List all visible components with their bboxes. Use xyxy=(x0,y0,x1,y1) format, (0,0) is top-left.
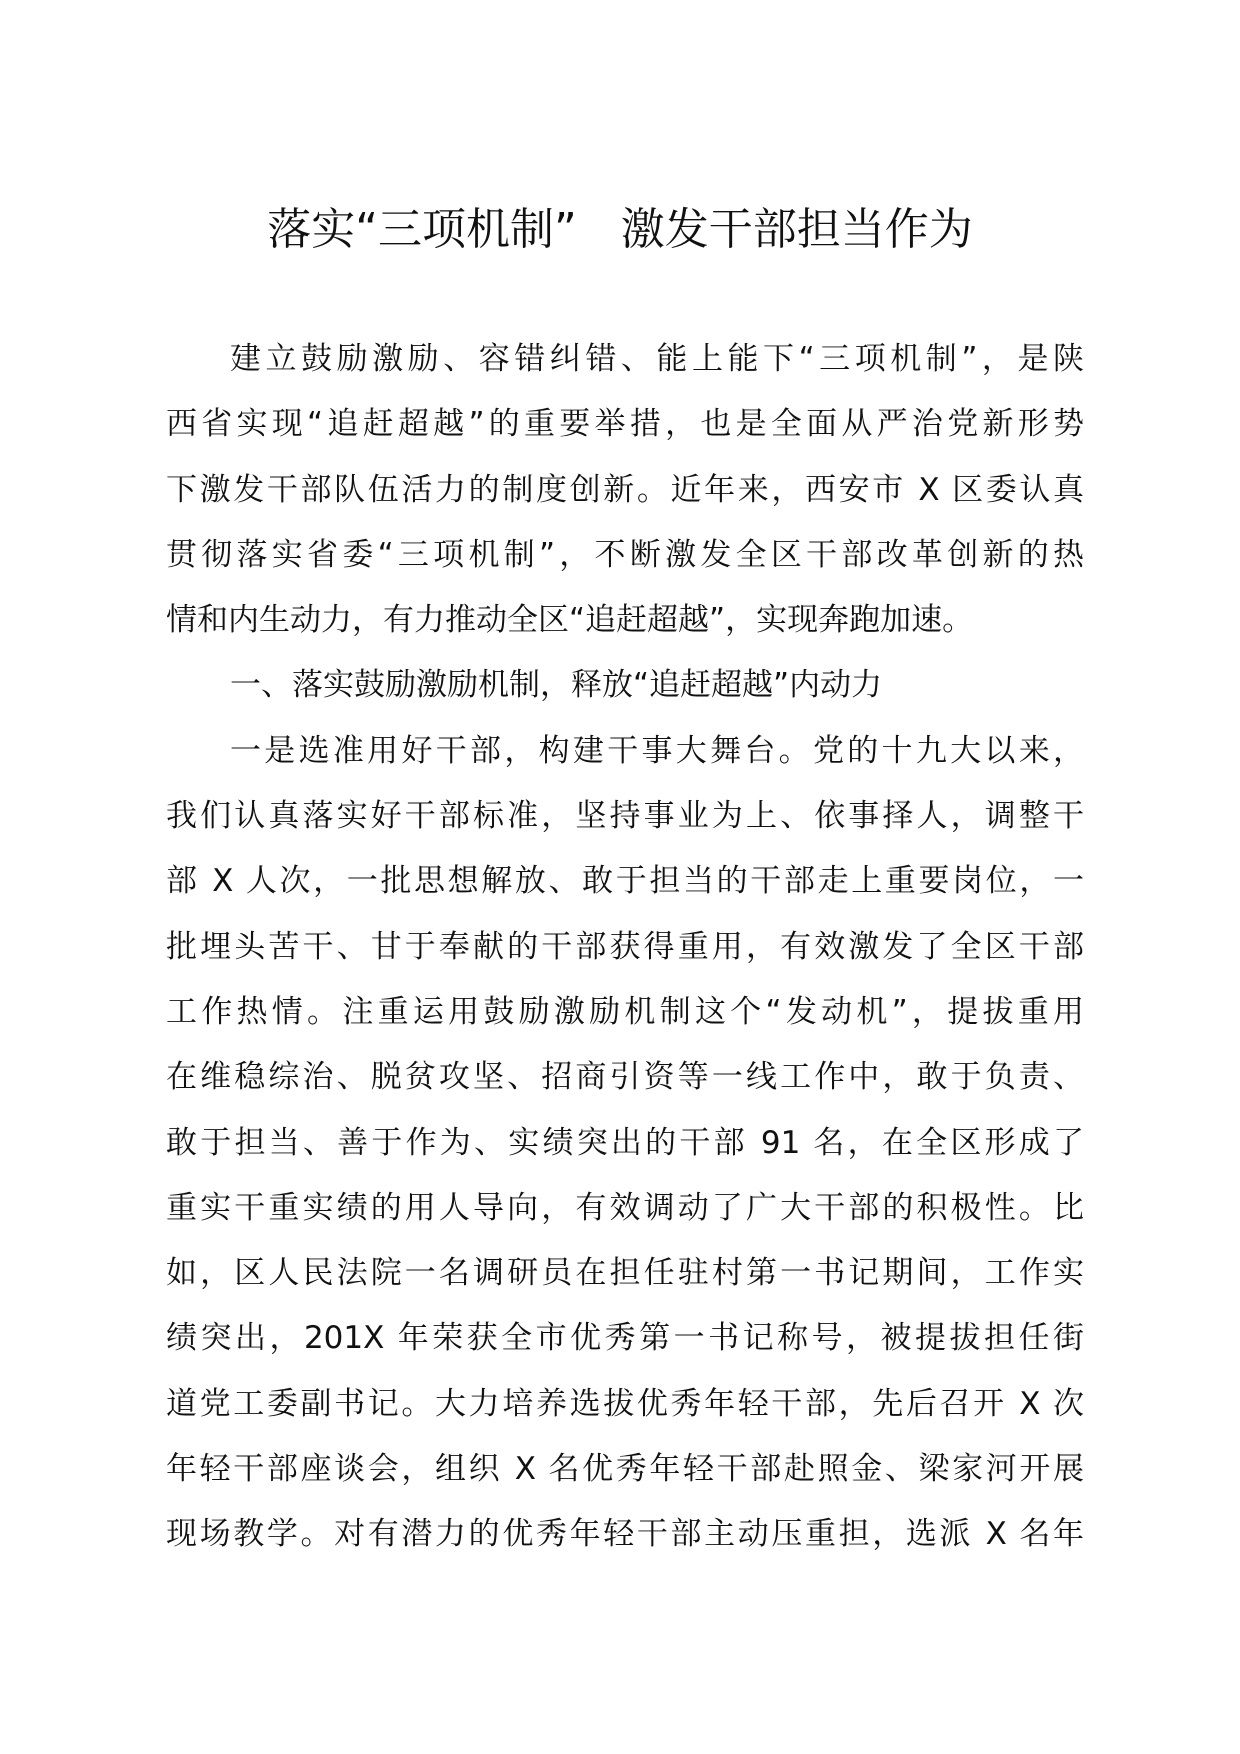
text-line: 西省实现“追赶超越”的重要举措，也是全面从严治党新形势 xyxy=(166,406,1084,443)
section-heading xyxy=(166,653,1084,718)
text-line: 如，区人民法院一名调研员在担任驻村第一书记期间，工作实 xyxy=(166,1255,1084,1292)
text-line: 批埋头苦干、甘于奉献的干部获得重用，有效激发了全区干部 xyxy=(166,928,1084,965)
text-line: 年轻干部座谈会，组织 X 名优秀年轻干部赴照金、梁家河开展 xyxy=(166,1451,1084,1488)
text-line: 建立鼓励激励、容错纠错、能上能下“三项机制”，是陕 xyxy=(230,341,1084,377)
text-line: 绩突出，201X 年荣获全市优秀第一书记称号，被提拔担任街 xyxy=(166,1320,1084,1357)
text-line: 情和内生动力，有力推动全区“追赶超越”，实现奔跑加速。 xyxy=(166,602,974,639)
text-line: 在维稳综治、脱贫攻坚、招商引资等一线工作中，敢于负责、 xyxy=(166,1059,1084,1096)
text-line: 现场教学。对有潜力的优秀年轻干部主动压重担，选派 X 名年 xyxy=(166,1516,1084,1553)
text-line: 重实干重实绩的用人导向，有效调动了广大干部的积极性。比 xyxy=(166,1189,1084,1226)
text-line: 道党工委副书记。大力培养选拔优秀年轻干部，先后召开 X 次 xyxy=(166,1385,1084,1422)
paragraph xyxy=(166,327,1084,653)
text-line: 贯彻落实省委“三项机制”，不断激发全区干部改革创新的热 xyxy=(166,536,1084,573)
document-title: 落实“三项机制” 激发干部担当作为 xyxy=(267,204,973,255)
text-line: 我们认真落实好干部标准，坚持事业为上、依事择人，调整干 xyxy=(166,798,1084,835)
text-line: 一是选准用好干部，构建干事大舞台。党的十九大以来， xyxy=(230,732,1084,769)
text-line: 部 X 人次，一批思想解放、敢于担当的干部走上重要岗位，一 xyxy=(166,863,1084,900)
document-body xyxy=(166,327,1084,1568)
text-line: 一、落实鼓励激励机制，释放“追赶超越”内动力 xyxy=(230,667,883,704)
text-line: 工作热情。注重运用鼓励激励机制这个“发动机”，提拔重用 xyxy=(166,993,1084,1030)
text-line: 敢于担当、善于作为、实绩突出的干部 91 名，在全区形成了 xyxy=(166,1124,1084,1161)
paragraph xyxy=(166,719,1084,1568)
text-line: 下激发干部队伍活力的制度创新。近年来，西安市 X 区委认真 xyxy=(166,471,1084,508)
